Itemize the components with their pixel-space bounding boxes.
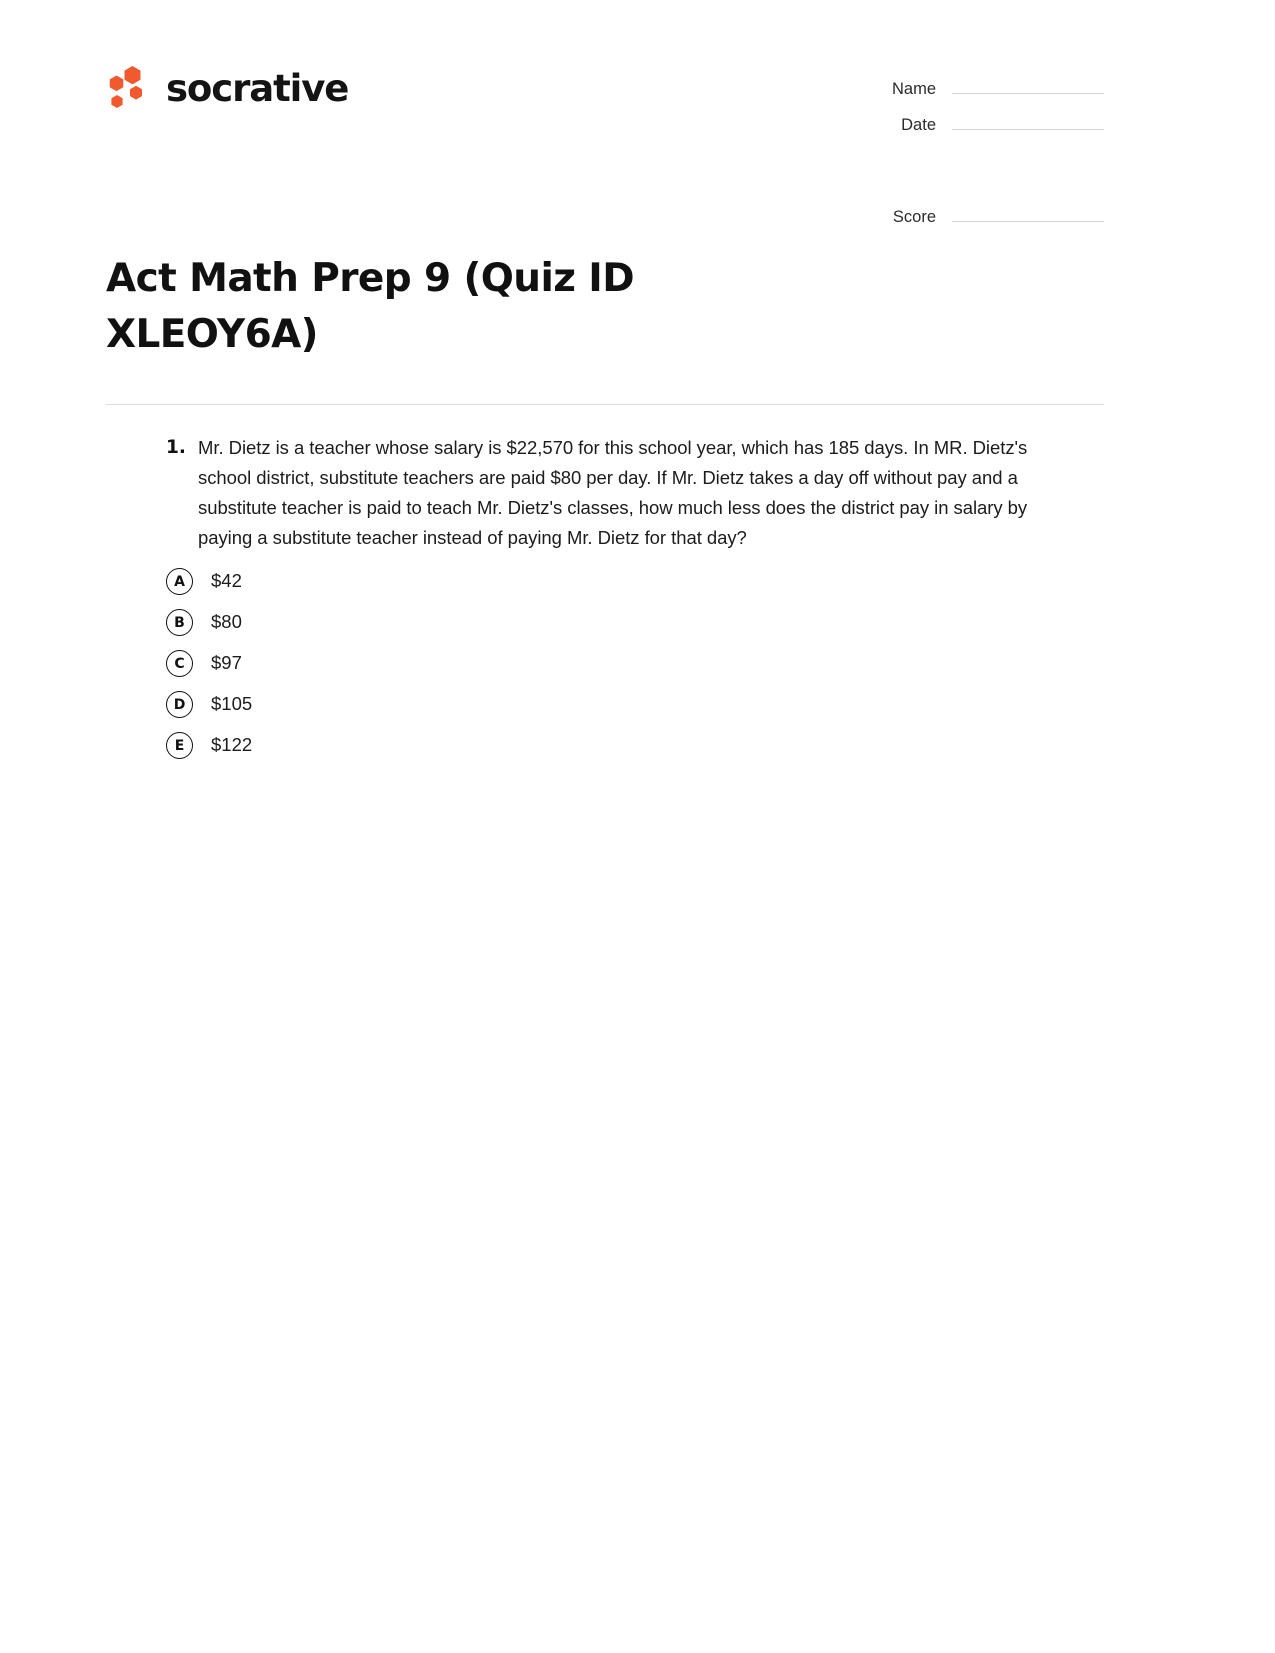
question-number: 1. <box>166 437 186 459</box>
answer-choices <box>166 561 1104 766</box>
brand-logo <box>106 58 348 116</box>
choice-bubble-b[interactable]: B <box>166 609 193 636</box>
choice-label-e: $122 <box>211 734 253 756</box>
name-field-line[interactable] <box>952 76 1104 94</box>
date-field-line[interactable] <box>952 112 1104 130</box>
socrative-hexagon-logo-icon <box>106 64 152 110</box>
sheet <box>106 0 1104 782</box>
name-field-label: Name <box>891 80 936 98</box>
brand-wordmark: socrative <box>166 66 349 110</box>
title-block <box>106 251 726 362</box>
choice-label-d: $105 <box>211 693 253 715</box>
page-header <box>106 0 1104 227</box>
student-info-fields <box>866 58 1104 227</box>
choice-label-c: $97 <box>211 652 242 674</box>
question-item <box>166 433 1104 766</box>
choice-bubble-c[interactable]: C <box>166 650 193 677</box>
answer-choice-b[interactable] <box>166 602 1104 643</box>
name-field-row <box>866 76 1104 100</box>
question-text: Mr. Dietz is a teacher whose salary is $22,570 for this school year, which has 185 days. In MR. Dietz's school district, substitute teachers are paid $80 per day. If Mr. Dietz takes a day off without pay and a substitute teacher is paid to teach Mr. Dietz's classes, how much less does the district pay in salary by paying a substitute teacher instead of paying Mr. Dietz for that day? <box>198 437 1028 549</box>
answer-choice-e[interactable] <box>166 725 1104 766</box>
quiz-title: Act Math Prep 9 (Quiz ID XLEOY6A) <box>106 256 634 357</box>
score-field-line[interactable] <box>952 204 1104 222</box>
header-divider <box>106 404 1104 405</box>
date-field-label: Date <box>901 115 936 134</box>
questions-list <box>106 433 1104 766</box>
question-header <box>166 433 1104 553</box>
choice-bubble-e[interactable]: E <box>166 732 193 759</box>
answer-choice-d[interactable] <box>166 684 1104 725</box>
score-field-label: Score <box>892 207 936 226</box>
choice-bubble-a[interactable]: A <box>166 568 193 595</box>
answer-choice-c[interactable] <box>166 643 1104 684</box>
choice-bubble-d[interactable]: D <box>166 691 193 718</box>
choice-label-b: $80 <box>211 611 242 633</box>
score-field-row <box>866 204 1104 228</box>
choice-label-a: $42 <box>211 570 242 592</box>
date-field-row <box>866 112 1104 136</box>
answer-choice-a[interactable] <box>166 561 1104 602</box>
